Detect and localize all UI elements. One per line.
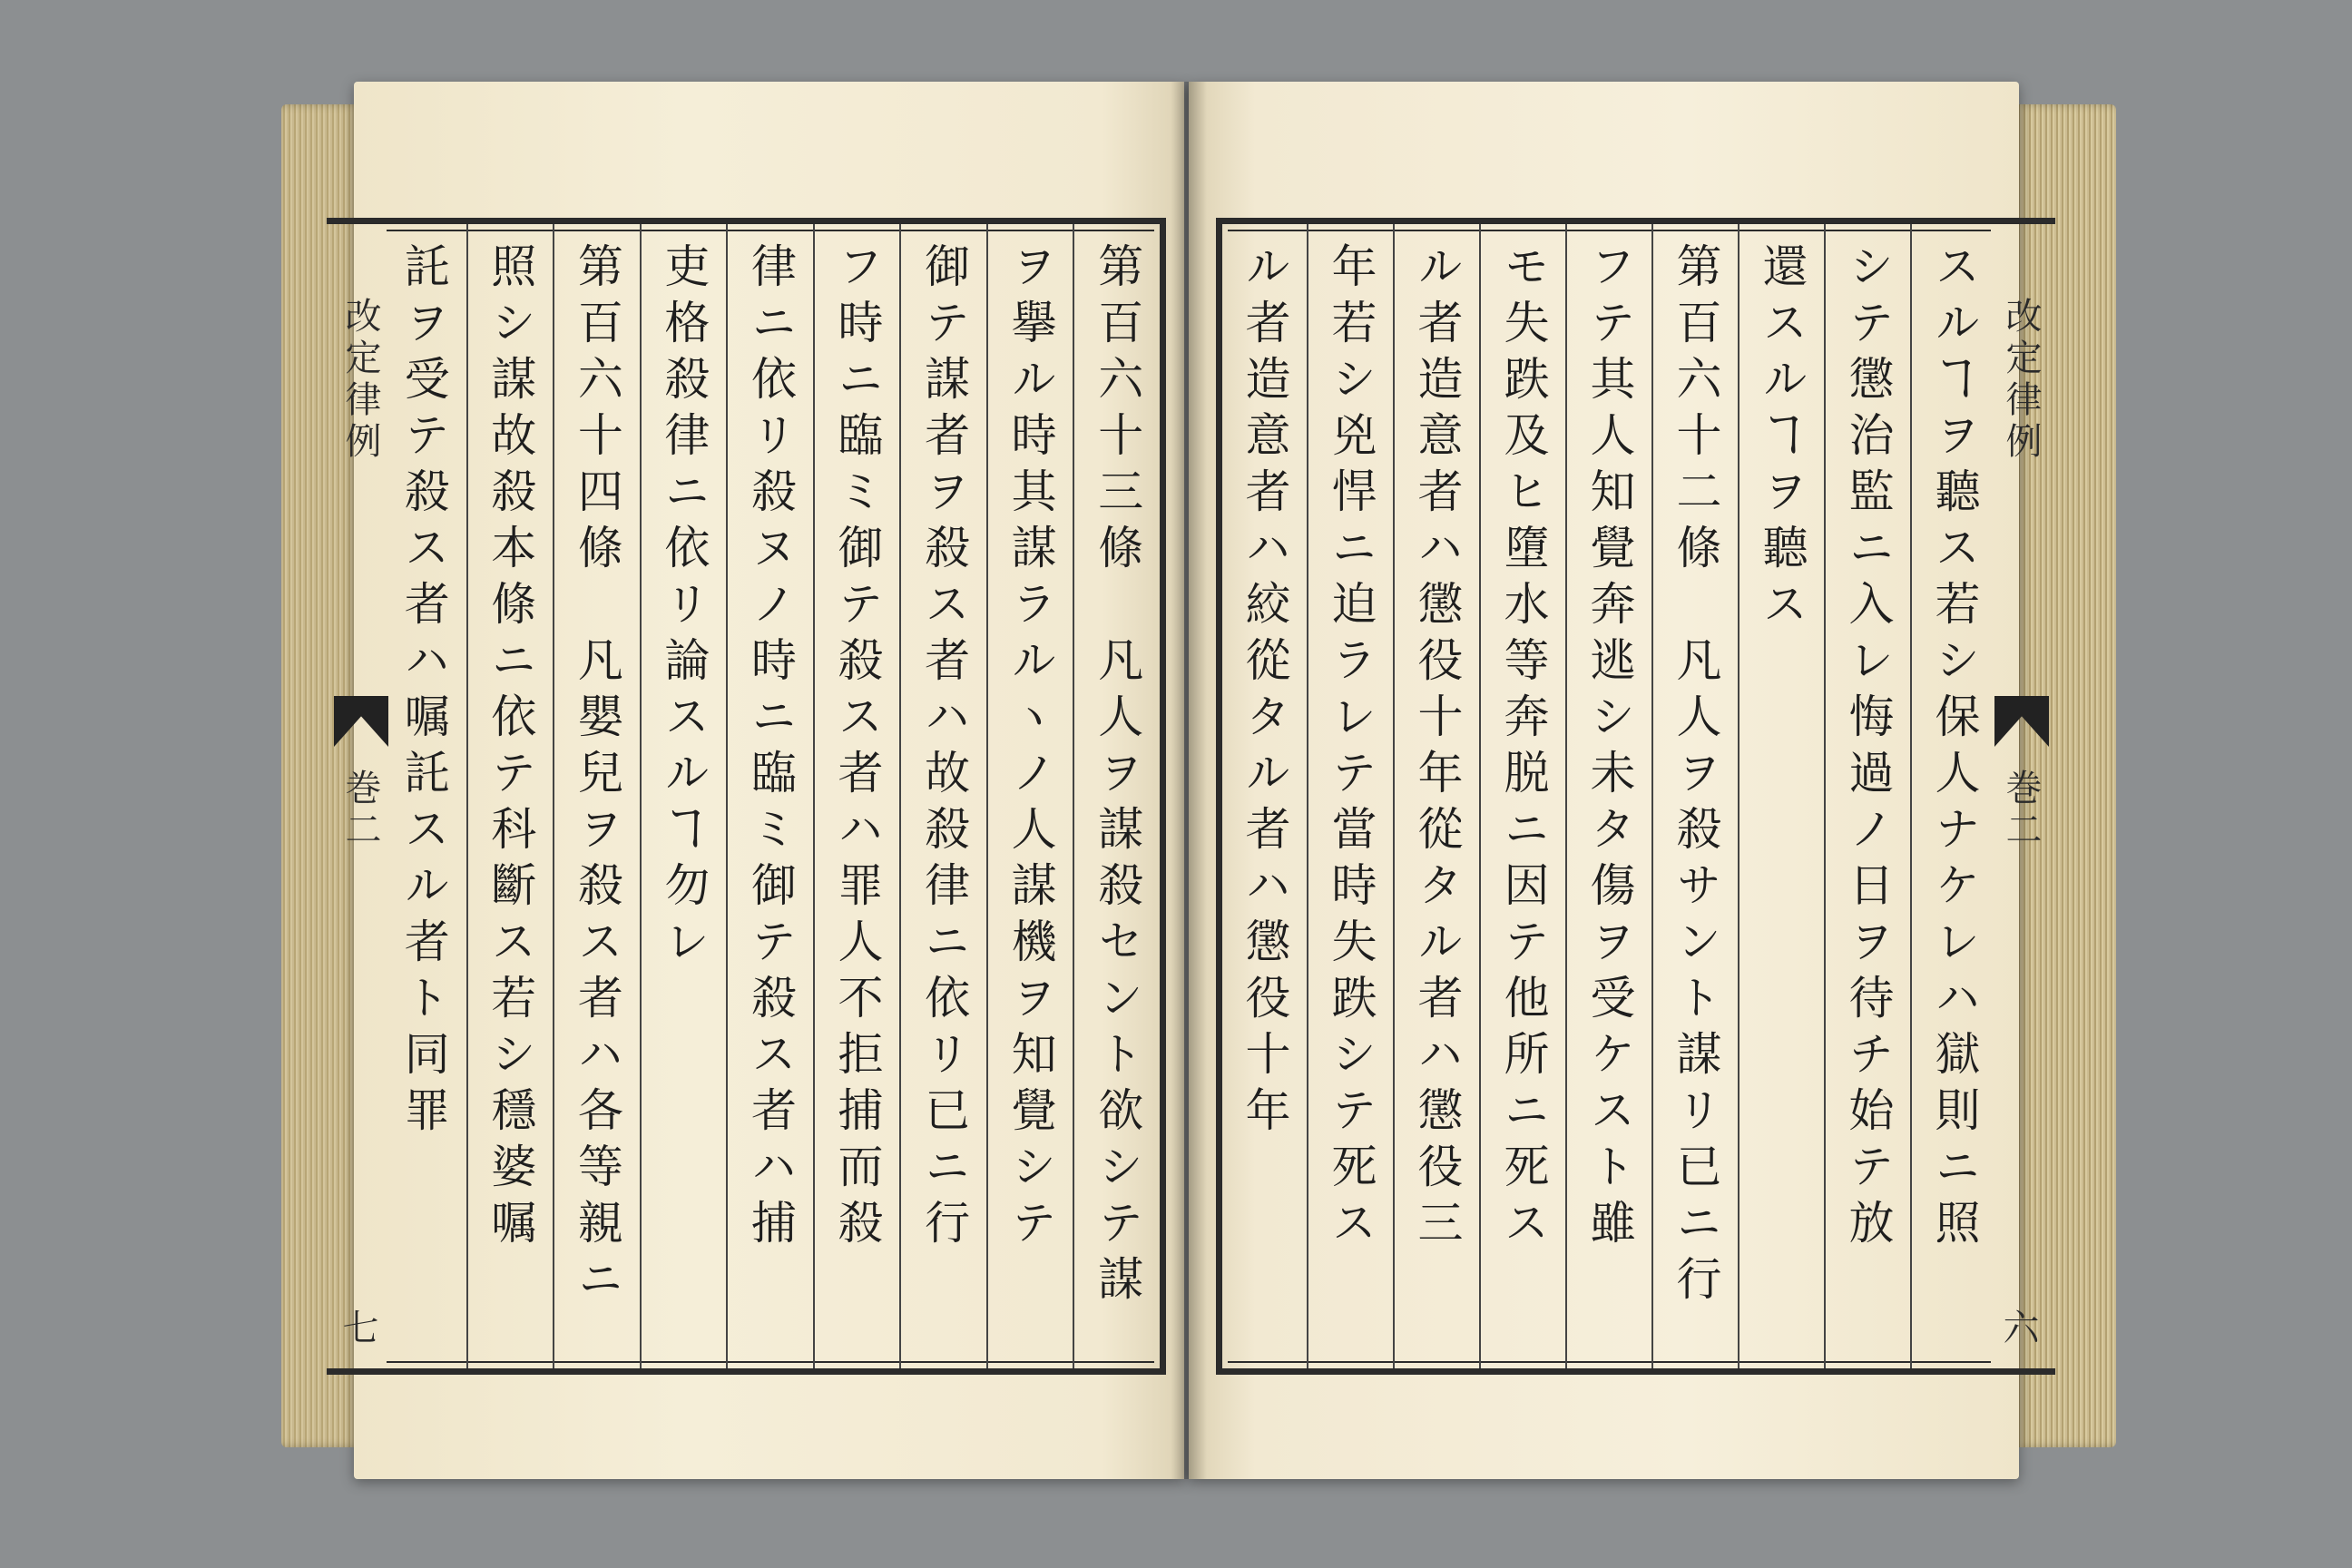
text-column: 第百六十二條 凡人ヲ殺サント謀リ已ニ行 <box>1669 242 1722 1311</box>
text-column: 律ニ依リ殺ヌノ時ニ臨ミ御テ殺ス者ハ捕 <box>743 242 797 1255</box>
text-column: ヲ擧ル時其謀ラルヽノ人謀機ヲ知覺シテ <box>1004 242 1057 1255</box>
right-volume-label: 巻二 <box>2000 769 2042 852</box>
text-column: 照シ謀故殺本條ニ依テ科斷ス若シ穩婆嘱 <box>484 242 537 1255</box>
text-column: ル者造意者ハ懲役十年從タル者ハ懲役三 <box>1410 242 1464 1255</box>
right-header-title: 改定律例 <box>2000 297 2042 464</box>
text-column: モ失跌及ヒ墮水等奔脱ニ因テ他所ニ死ス <box>1496 242 1550 1255</box>
fish-tail-mark-icon <box>1994 696 2049 747</box>
text-column: 第百六十四條 凡嬰兒ヲ殺ス者ハ各等親ニ <box>570 242 623 1311</box>
text-column: 第百六十三條 凡人ヲ謀殺セント欲シテ謀 <box>1091 242 1144 1311</box>
text-column: 年若シ兇悍ニ迫ラレテ當時失跌シテ死ス <box>1324 242 1377 1255</box>
left-page <box>339 82 1184 1479</box>
right-gutter <box>1987 218 2055 1375</box>
text-column: スルヿヲ聽ス若シ保人ナケレハ獄則ニ照 <box>1927 242 1981 1255</box>
left-volume-label: 巻二 <box>339 769 381 852</box>
right-page-number: 六 <box>2003 1308 2040 1349</box>
text-column: 吏格殺律ニ依リ論スルヿ勿レ <box>657 242 710 974</box>
text-column: フテ其人知覺奔逃シ未タ傷ヲ受ケスト雖 <box>1583 242 1636 1255</box>
spine-shadow <box>1171 82 1207 1479</box>
left-page-number: 七 <box>342 1308 379 1349</box>
text-column: 御テ謀者ヲ殺ス者ハ故殺律ニ依リ已ニ行 <box>917 242 971 1255</box>
left-header-title: 改定律例 <box>339 297 381 464</box>
text-column: フ時ニ臨ミ御テ殺ス者ハ罪人不拒捕而殺 <box>830 242 884 1255</box>
text-column: シテ懲治監ニ入レ悔過ノ日ヲ待チ始テ放 <box>1841 242 1895 1255</box>
right-page <box>1189 82 2042 1479</box>
text-column: 託ヲ受テ殺ス者ハ嘱託スル者ト同罪 <box>397 242 450 1142</box>
right-text-frame <box>1216 218 1996 1375</box>
text-column: 還スルヿヲ聽ス <box>1755 242 1808 636</box>
text-column: ル者造意者ハ絞從タル者ハ懲役十年 <box>1238 242 1291 1142</box>
left-text-frame <box>381 218 1166 1375</box>
